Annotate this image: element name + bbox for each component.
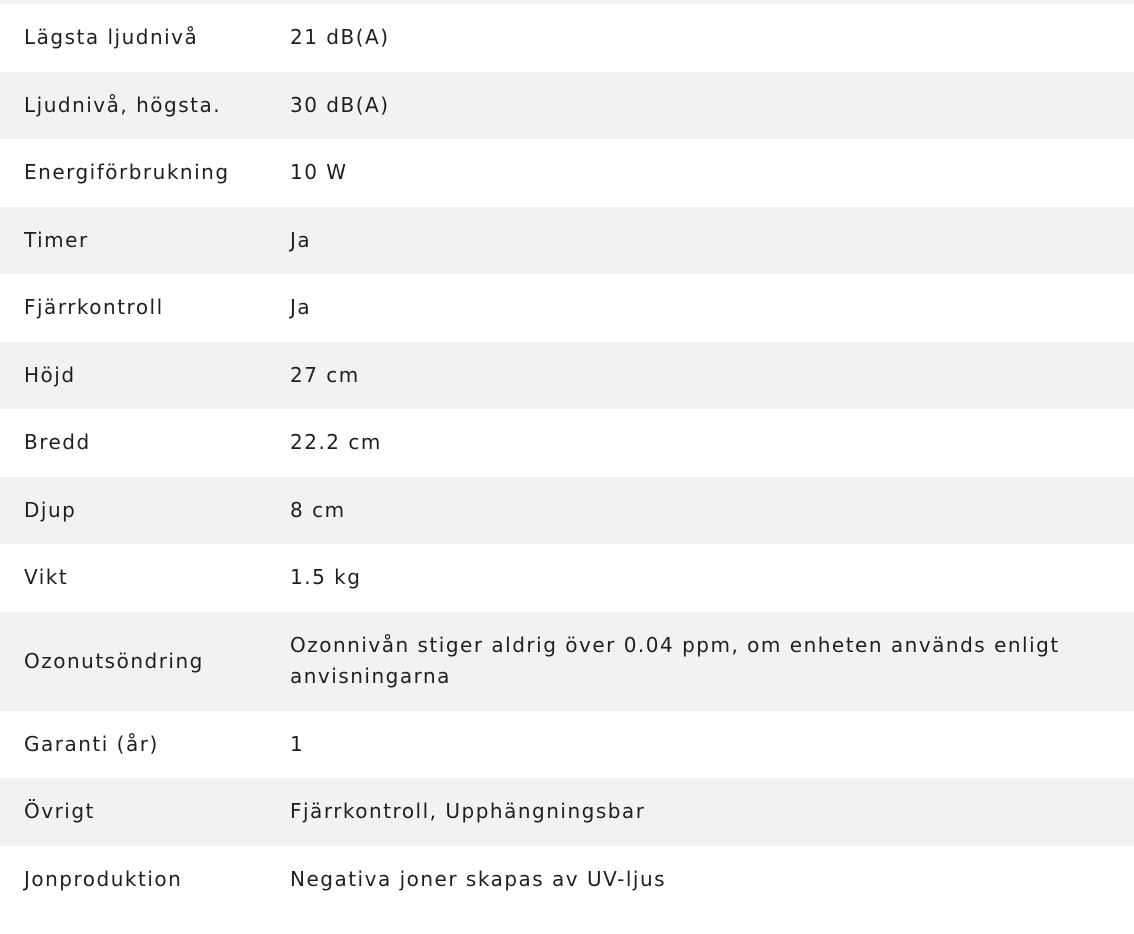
spec-value: 8 cm (290, 497, 346, 522)
spec-value: 10 W (290, 160, 348, 185)
spec-value: Ja (290, 295, 312, 320)
spec-value: 21 dB(A) (290, 25, 390, 50)
spec-label: Jonproduktion (24, 866, 183, 891)
spec-label: Vikt (24, 565, 69, 590)
spec-value: 30 dB(A) (290, 92, 390, 117)
specifications-table (0, 4, 1134, 913)
spec-row-ovrigt (0, 778, 1134, 846)
spec-value: 1.5 kg (290, 565, 362, 590)
spec-label: Ozonutsöndring (24, 648, 204, 673)
spec-label: Övrigt (24, 799, 95, 824)
spec-value: 1 (290, 731, 305, 756)
spec-row-hojd (0, 342, 1134, 410)
spec-label: Ljudnivå, högsta. (24, 92, 222, 117)
spec-label: Höjd (24, 362, 76, 387)
spec-row-vikt (0, 544, 1134, 612)
spec-value: Ozonnivån stiger aldrig över 0.04 ppm, om enheten används enligt anvisningarna (290, 633, 1060, 688)
spec-row-timer (0, 207, 1134, 275)
spec-row-bredd (0, 409, 1134, 477)
spec-value: 22.2 cm (290, 430, 382, 455)
spec-row-djup (0, 477, 1134, 545)
spec-label: Energiförbrukning (24, 160, 230, 185)
spec-label: Fjärrkontroll (24, 295, 164, 320)
spec-label: Bredd (24, 430, 91, 455)
spec-value: 27 cm (290, 362, 360, 387)
spec-row-energiforbrukning (0, 139, 1134, 207)
spec-row-ozonutsondring (0, 612, 1134, 711)
spec-row-garanti (0, 711, 1134, 779)
spec-label: Djup (24, 497, 77, 522)
spec-value: Negativa joner skapas av UV-ljus (290, 866, 667, 891)
spec-row-lagsta-ljudniva (0, 4, 1134, 72)
spec-label: Timer (24, 227, 89, 252)
spec-value: Fjärrkontroll, Upphängningsbar (290, 799, 646, 824)
spec-row-ljudniva-hogsta (0, 72, 1134, 140)
spec-row-jonproduktion (0, 846, 1134, 914)
spec-label: Garanti (år) (24, 731, 159, 756)
spec-label: Lägsta ljudnivå (24, 25, 199, 50)
spec-value: Ja (290, 227, 312, 252)
spec-row-fjarrkontroll (0, 274, 1134, 342)
